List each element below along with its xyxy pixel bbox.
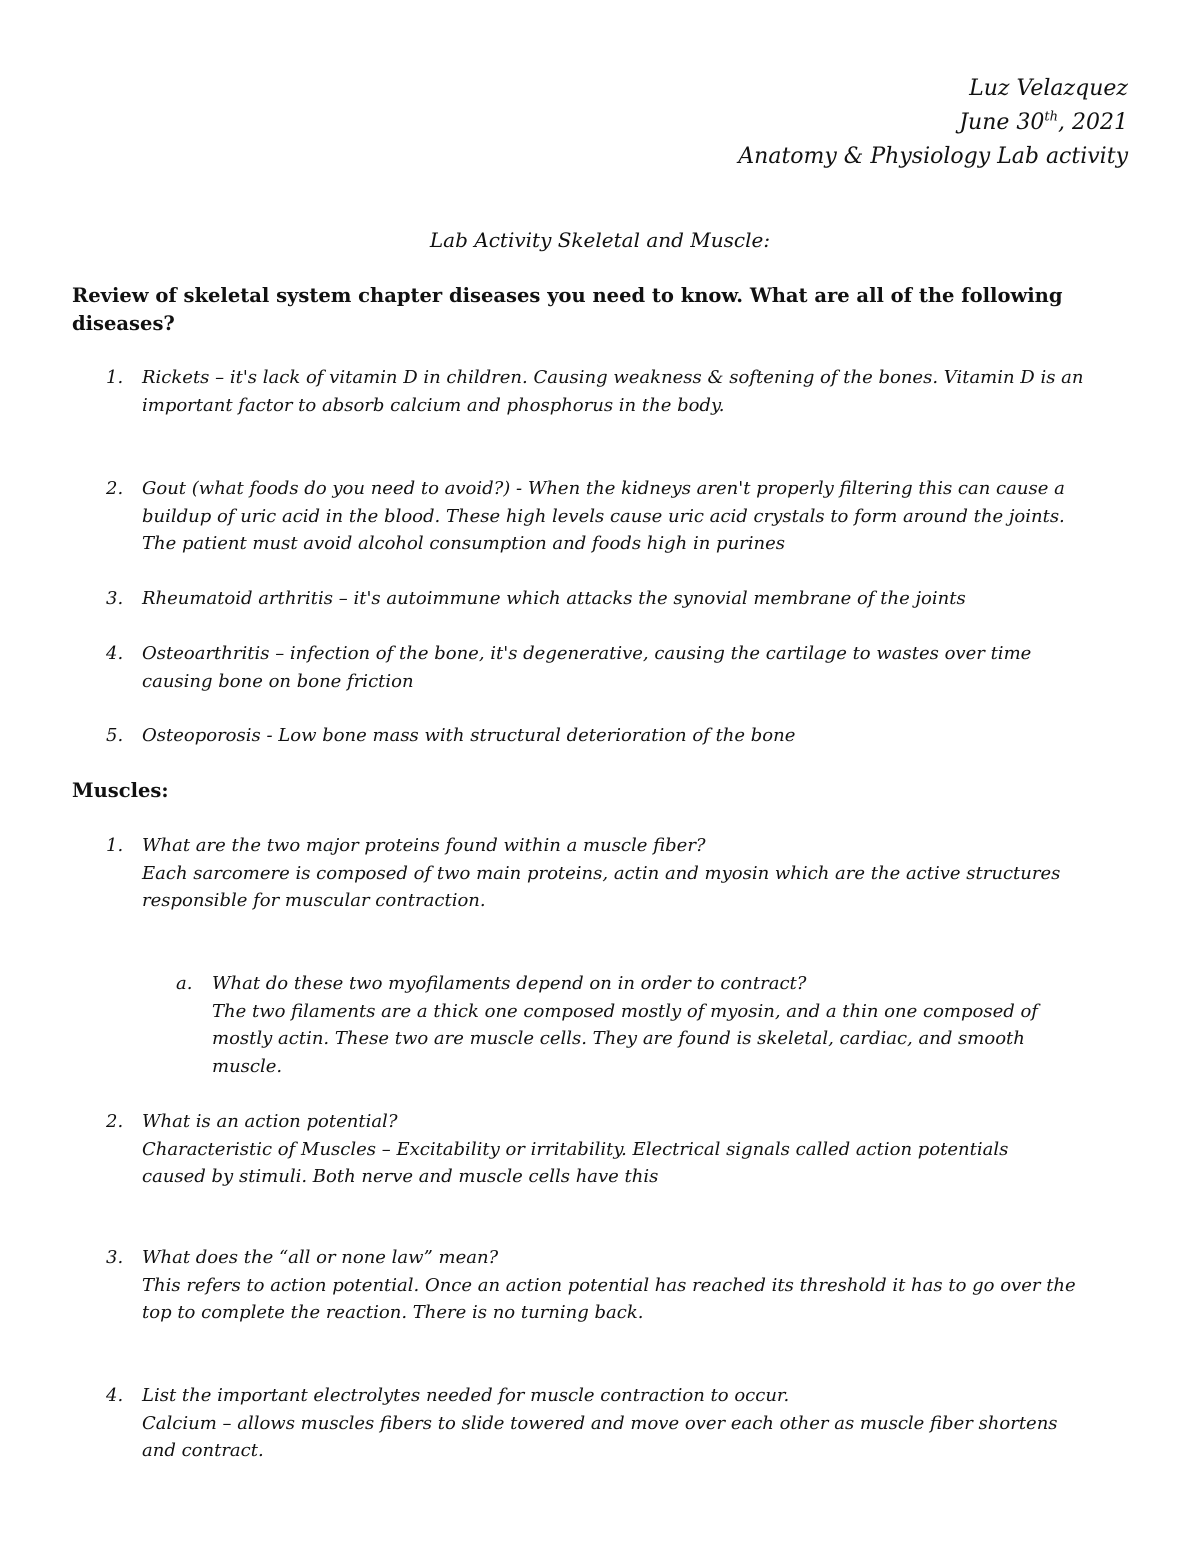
lab-title: Lab Activity Skeletal and Muscle:	[429, 228, 771, 252]
course-name: Anatomy & Physiology Lab activity	[738, 144, 1128, 169]
date-superscript: th	[1044, 109, 1059, 125]
muscles-list-item	[106, 1108, 1136, 1191]
heading-line: diseases?	[72, 312, 175, 335]
muscles-list-item	[106, 832, 1136, 915]
item-line: The patient must avoid alcohol consumption and foods high in purines	[142, 533, 785, 554]
list-number: 5.	[106, 725, 124, 746]
muscles-list-item	[106, 1382, 1136, 1465]
list-number: 4.	[106, 1385, 124, 1406]
item-line: Osteoporosis - Low bone mass with structural deterioration of the bone	[142, 725, 796, 746]
item-line: What is an action potential?	[142, 1111, 398, 1132]
list-number: 3.	[106, 1247, 124, 1268]
list-number: 1.	[106, 835, 124, 856]
item-line: Each sarcomere is composed of two main proteins, actin and myosin which are the active structures	[142, 862, 1061, 884]
date-suffix: , 2021	[1058, 110, 1128, 135]
muscles-section-heading: Muscles:	[72, 779, 169, 802]
item-line: and contract.	[142, 1440, 264, 1461]
skeletal-list-item	[106, 585, 1136, 613]
list-number: 2.	[106, 1111, 124, 1132]
list-number: 3.	[106, 588, 124, 609]
list-number: 4.	[106, 643, 124, 664]
item-line: Gout (what foods do you need to avoid?) - When the kidneys aren't properly filtering this can cause a	[142, 478, 1065, 499]
item-line: Characteristic of Muscles – Excitability or irritability. Electrical signals called action potentials	[142, 1138, 1009, 1160]
skeletal-list-item	[106, 364, 1136, 419]
skeletal-list-item	[106, 475, 1136, 558]
item-line: Osteoarthritis – infection of the bone, it's degenerative, causing the cartilage to wastes over time	[142, 643, 1032, 664]
item-line: responsible for muscular contraction.	[142, 890, 486, 911]
item-line: caused by stimuli. Both nerve and muscle cells have this	[142, 1166, 659, 1187]
item-line: muscle.	[212, 1055, 283, 1077]
skeletal-list-item	[106, 640, 1136, 695]
item-line: What are the two major proteins found within a muscle fiber?	[142, 835, 706, 856]
item-line: Rickets – it's lack of vitamin D in children. Causing weakness & softening of the bones. Vitamin D is an	[142, 367, 1084, 388]
item-line: What do these two myofilaments depend on in order to contract?	[212, 973, 807, 994]
item-line: top to complete the reaction. There is no turning back.	[142, 1302, 644, 1323]
date-prefix: June 30	[959, 110, 1045, 135]
item-line: mostly actin. These two are muscle cells. They are found is skeletal, cardiac, and smooth	[212, 1028, 1025, 1049]
document-date	[738, 106, 1128, 140]
item-line: List the important electrolytes needed for muscle contraction to occur.	[142, 1385, 790, 1406]
item-line: Rheumatoid arthritis – it's autoimmune which attacks the synovial membrane of the joints	[142, 588, 966, 609]
item-line: Calcium – allows muscles fibers to slide towered and move over each other as muscle fiber shortens	[142, 1412, 1058, 1434]
skeletal-section-heading	[72, 282, 1072, 338]
list-number: 1.	[106, 367, 124, 388]
author-name: Luz Velazquez	[969, 76, 1128, 101]
skeletal-list-item	[106, 722, 1136, 750]
document-header	[738, 72, 1128, 174]
muscles-list-item	[106, 1244, 1136, 1327]
muscles-sub-item	[176, 970, 1116, 1080]
item-line: What does the “all or none law” mean?	[142, 1247, 499, 1268]
item-line: causing bone on bone friction	[142, 670, 414, 692]
item-line: important factor to absorb calcium and phosphorus in the body.	[142, 394, 725, 416]
list-number: 2.	[106, 478, 124, 499]
heading-line: Review of skeletal system chapter diseases you need to know. What are all of the following	[72, 284, 1063, 307]
item-line: buildup of uric acid in the blood. These high levels cause uric acid crystals to form around the joints.	[142, 505, 1065, 527]
list-letter: a.	[176, 973, 193, 994]
item-line: This refers to action potential. Once an action potential has reached its threshold it has to go over the	[142, 1274, 1076, 1296]
item-line: The two filaments are a thick one composed mostly of myosin, and a thin one composed of	[212, 1000, 1038, 1022]
